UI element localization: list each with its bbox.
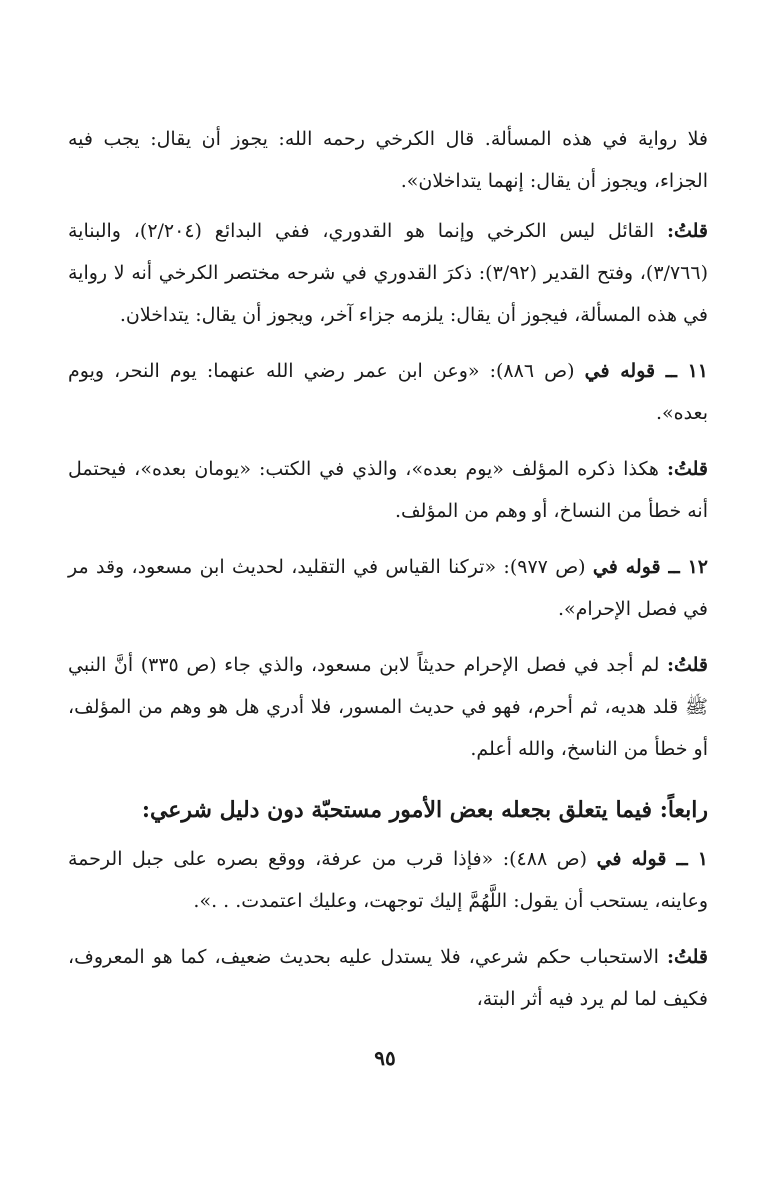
paragraph-5-text: (ص ٩٧٧): «تركنا القياس في التقليد، لحديث ابن مسعود، وقد مر في فصل الإحرام». [68,556,708,620]
paragraph-1-text: فلا رواية في هذه المسألة. قال الكرخي رحمه الله: يجوز أن يقال: يجب فيه الجزاء، ويجوز أن يقال: إنهما يتداخلان». [68,128,708,192]
paragraph-7-text: (ص ٤٨٨): «فإذا قرب من عرفة، ووقع بصره على جبل الرحمة وعاينه، يستحب أن يقول: اللَّهُمَّ إليك توجهت، وعليك اعتمدت. . .». [68,848,708,912]
paragraph-6-lead: قلتُ: [666,654,708,676]
paragraph-1 [68,118,708,202]
paragraph-7 [68,838,708,922]
paragraph-2-text: القائل ليس الكرخي وإنما هو القدوري، ففي البدائع (٢/٢٠٤)، والبناية (٣/٧٦٦)، وفتح القدير (٣/٩٢): ذكرَ القدوري في شرحه مختصر الكرخي أنه لا رواية في هذه المسألة، فيجوز أن يقال: يلزمه جزاء آخر، ويجوز أن يقال: يتداخلان. [68,220,708,326]
paragraph-4 [68,448,708,532]
paragraph-4-text: هكذا ذكره المؤلف «يوم بعده»، والذي في الكتب: «يومان بعده»، فيحتمل أنه خطأ من النساخ، أو وهم من المؤلف. [68,458,708,522]
paragraph-2 [68,210,708,336]
paragraph-8-text: الاستحباب حكم شرعي، فلا يستدل عليه بحديث ضعيف، كما هو المعروف، فكيف لما لم يرد فيه أثر البتة، [68,946,708,1010]
page-body [68,118,708,1034]
paragraph-3-text: (ص ٨٨٦): «وعن ابن عمر رضي الله عنهما: يوم النحر، ويوم بعده». [68,360,708,424]
paragraph-3-lead: ١١ ــ قوله في [584,360,709,382]
paragraph-3 [68,350,708,434]
paragraph-7-lead: ١ ــ قوله في [596,848,708,870]
section-heading: رابعاً: فيما يتعلق بجعله بعض الأمور مستحبّة دون دليل شرعي: [141,797,708,823]
page-number: ٩٥ [374,1046,396,1070]
paragraph-6-text: لم أجد في فصل الإحرام حديثاً لابن مسعود، والذي جاء (ص ٣٣٥) أنَّ النبي ﷺ قلد هديه، ثم أحرم، فهو في حديث المسور، فلا أدري هل هو وهم من المؤلف، أو خطأ من الناسخ، والله أعلم. [68,654,708,760]
paragraph-2-lead: قلتُ: [666,220,708,242]
paragraph-5-lead: ١٢ ــ قوله في [592,556,708,578]
paragraph-6 [68,644,708,770]
paragraph-8-lead: قلتُ: [666,946,708,968]
paragraph-5 [68,546,708,630]
paragraph-4-lead: قلتُ: [666,458,708,480]
paragraph-8 [68,936,708,1020]
